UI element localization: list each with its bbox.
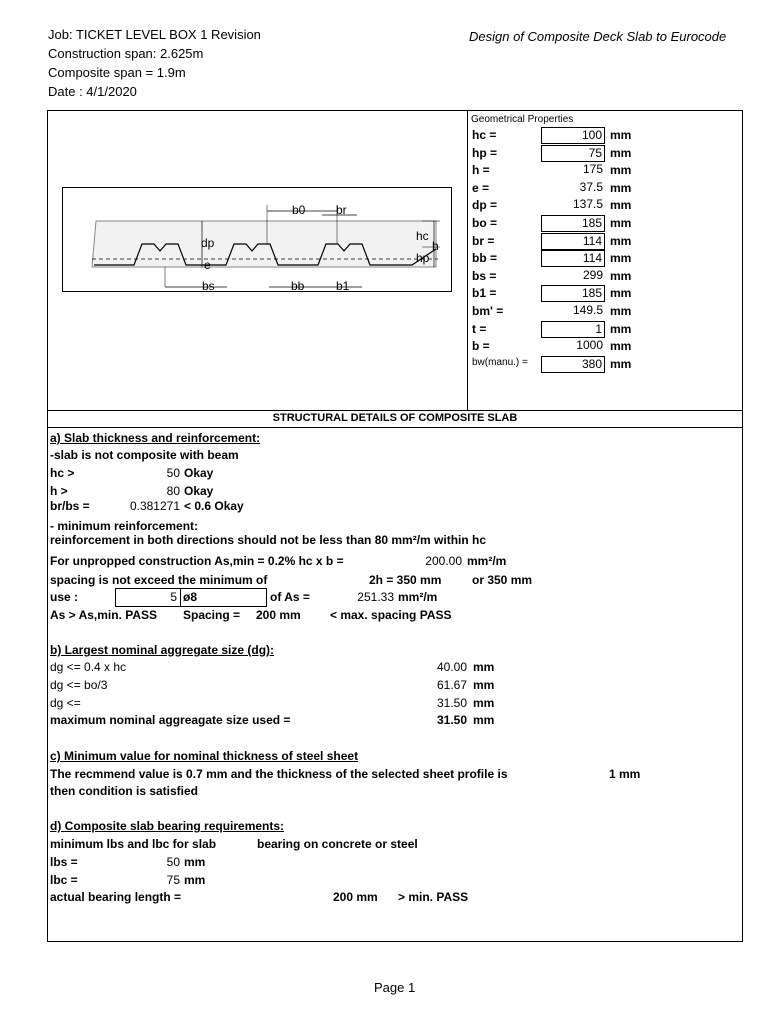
aggregate-label: dg <= xyxy=(50,696,81,710)
of-as-label: of As = xyxy=(270,590,310,604)
not-composite-text: -slab is not composite with beam xyxy=(50,448,239,462)
job-title: Job: TICKET LEVEL BOX 1 Revision xyxy=(48,27,261,42)
geometry-value[interactable]: 1 xyxy=(541,321,605,338)
construction-span: Construction span: 2.625m xyxy=(48,46,204,61)
geometry-label: h = xyxy=(472,163,490,177)
geometry-unit: mm xyxy=(610,286,632,300)
section-a-heading: a) Slab thickness and reinforcement: xyxy=(50,431,261,445)
sheet-thickness-text: The recmmend value is 0.7 mm and the thickness of the selected sheet profile is xyxy=(50,767,508,781)
unpropped-text: For unpropped construction As,min = 0.2% hc x b = xyxy=(50,554,344,568)
label-br: br xyxy=(336,203,347,217)
label-dp: dp xyxy=(201,236,215,250)
spacing-label: Spacing = xyxy=(183,608,241,622)
aggregate-unit: mm xyxy=(473,713,495,727)
unpropped-value: 200.00 xyxy=(425,554,462,568)
geometry-value[interactable]: 75 xyxy=(541,145,605,162)
hc-check-value: 50 xyxy=(166,466,180,480)
spacing-text: spacing is not exceed the minimum of xyxy=(50,573,268,587)
geometry-label: e = xyxy=(472,181,490,195)
label-hc: hc xyxy=(416,229,429,243)
spacing-value: 200 mm xyxy=(256,608,301,622)
date: Date : 4/1/2020 xyxy=(48,84,137,99)
actual-bearing-result: > min. PASS xyxy=(398,890,469,904)
geometry-value[interactable]: 114 xyxy=(541,233,605,250)
spacing-2h: 2h = 350 mm xyxy=(369,573,442,587)
ratio-value: 0.381271 xyxy=(129,499,180,513)
hc-check-label: hc > xyxy=(50,466,75,480)
spacing-or: or 350 mm xyxy=(472,573,533,587)
geometry-unit: mm xyxy=(610,128,632,142)
sheet-thickness-value: 1 mm xyxy=(609,767,641,781)
unpropped-unit: mm²/m xyxy=(467,554,507,568)
geometry-unit: mm xyxy=(610,146,632,160)
geometry-unit: mm xyxy=(610,163,632,177)
ratio-label: br/bs = xyxy=(50,499,90,513)
geometry-label: b = xyxy=(472,339,490,353)
min-bearing-text: minimum lbs and lbc for slab xyxy=(50,837,217,851)
geometry-label: b1 = xyxy=(472,286,497,300)
geometry-unit: mm xyxy=(610,304,632,318)
label-hp: hp xyxy=(416,251,430,265)
geometry-label: br = xyxy=(472,234,495,248)
aggregate-value: 40.00 xyxy=(436,660,467,674)
spacing-pass: < max. spacing PASS xyxy=(330,608,452,622)
geometry-unit: mm xyxy=(610,339,632,353)
lbc-value: 75 xyxy=(166,873,180,887)
hc-check-result: Okay xyxy=(184,466,214,480)
geometry-value: 137.5 xyxy=(572,197,603,211)
geometry-unit: mm xyxy=(610,181,632,195)
h-check-label: h > xyxy=(50,484,68,498)
label-b0: b0 xyxy=(292,203,306,217)
geometry-unit: mm xyxy=(610,251,632,265)
sheet-condition-text: then condition is satisfied xyxy=(50,784,199,798)
aggregate-unit: mm xyxy=(473,678,495,692)
geometry-unit: mm xyxy=(610,322,632,336)
geometry-label: bb = xyxy=(472,251,498,265)
label-e: e xyxy=(204,258,211,272)
aggregate-unit: mm xyxy=(473,696,495,710)
aggregate-label: dg <= bo/3 xyxy=(50,678,108,692)
reinforcement-text: reinforcement in both directions should not be less than 80 mm²/m within hc xyxy=(50,533,487,547)
h-check-result: Okay xyxy=(184,484,214,498)
deck-profile-diagram xyxy=(62,187,452,292)
label-h: h xyxy=(432,239,439,253)
lbs-unit: mm xyxy=(184,855,206,869)
geometry-value[interactable]: 114 xyxy=(541,250,605,267)
bar-count: 5 xyxy=(170,590,177,604)
as-value: 251.33 xyxy=(357,590,394,604)
aggregate-label: maximum nominal aggreagate size used = xyxy=(50,713,291,727)
h-check-value: 80 xyxy=(166,484,180,498)
actual-bearing-label: actual bearing length = xyxy=(50,890,182,904)
geometry-value: 37.5 xyxy=(579,180,603,194)
geometry-label: hc = xyxy=(472,128,497,142)
bar-size: ø8 xyxy=(183,590,198,604)
section-c-heading: c) Minimum value for nominal thickness of steel sheet xyxy=(50,749,359,763)
geometry-value[interactable]: 380 xyxy=(541,356,605,373)
geometry-value[interactable]: 185 xyxy=(541,285,605,302)
geometry-label: bs = xyxy=(472,269,497,283)
page-number: Page 1 xyxy=(374,980,416,995)
geometry-unit: mm xyxy=(610,198,632,212)
geometry-unit: mm xyxy=(610,357,632,371)
geometry-unit: mm xyxy=(610,216,632,230)
label-bs: bs xyxy=(202,279,215,293)
aggregate-unit: mm xyxy=(473,660,495,674)
actual-bearing-value: 200 mm xyxy=(333,890,378,904)
use-label: use : xyxy=(50,590,79,604)
lbs-value: 50 xyxy=(166,855,180,869)
geometry-title: Geometrical Properties xyxy=(471,114,574,125)
lbc-unit: mm xyxy=(184,873,206,887)
geometry-value: 175 xyxy=(582,162,603,176)
label-b1: b1 xyxy=(336,279,350,293)
aggregate-value: 31.50 xyxy=(436,713,467,727)
min-reinforcement-heading: - minimum reinforcement: xyxy=(50,519,199,533)
geometry-unit: mm xyxy=(610,234,632,248)
aggregate-label: dg <= 0.4 x hc xyxy=(50,660,127,674)
section-d-heading: d) Composite slab bearing requirements: xyxy=(50,819,285,833)
geometry-label: bm' = xyxy=(472,304,504,318)
label-bb: bb xyxy=(291,279,305,293)
divider-vertical xyxy=(467,110,468,410)
aggregate-value: 31.50 xyxy=(436,696,467,710)
geometry-label: dp = xyxy=(472,198,498,212)
lbs-label: lbs = xyxy=(50,855,78,869)
ratio-result: < 0.6 Okay xyxy=(184,499,244,513)
geometry-value: 149.5 xyxy=(572,303,603,317)
geometry-label: bo = xyxy=(472,216,498,230)
geometry-label: hp = xyxy=(472,146,498,160)
geometry-value[interactable]: 100 xyxy=(541,127,605,144)
geometry-value[interactable]: 185 xyxy=(541,215,605,232)
composite-span: Composite span = 1.9m xyxy=(48,65,186,80)
as-pass: As > As,min. PASS xyxy=(50,608,158,622)
aggregate-value: 61.67 xyxy=(436,678,467,692)
geometry-label: t = xyxy=(472,322,487,336)
document-title: Design of Composite Deck Slab to Eurocode xyxy=(469,29,727,44)
bearing-type-text: bearing on concrete or steel xyxy=(257,837,418,851)
as-unit: mm²/m xyxy=(398,590,438,604)
geometry-value: 1000 xyxy=(576,338,603,352)
lbc-label: lbc = xyxy=(50,873,78,887)
section-b-heading: b) Largest nominal aggregate size (dg): xyxy=(50,643,275,657)
section-title: STRUCTURAL DETAILS OF COMPOSITE SLAB xyxy=(272,412,518,424)
geometry-unit: mm xyxy=(610,269,632,283)
geometry-value: 299 xyxy=(582,268,603,282)
geometry-label: bw(manu.) = xyxy=(472,357,528,368)
